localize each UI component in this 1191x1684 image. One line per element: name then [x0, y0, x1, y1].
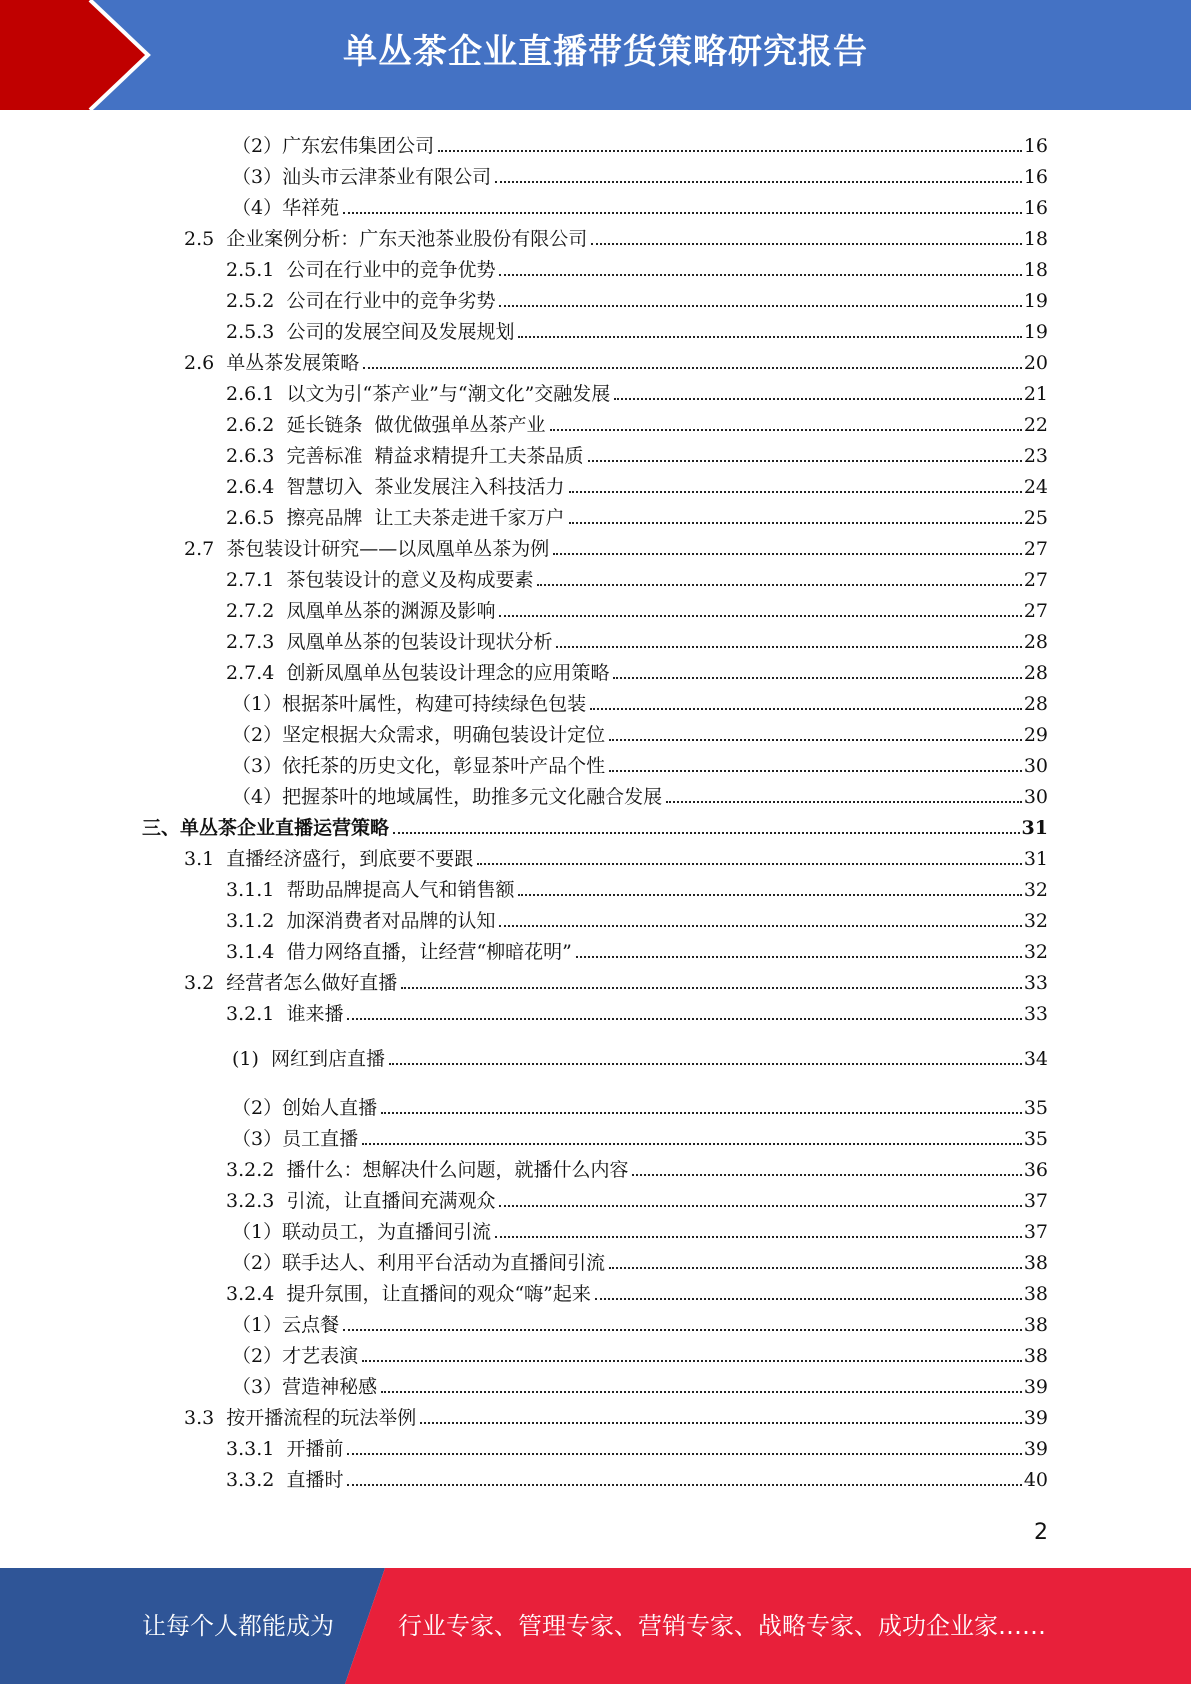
toc-entry[interactable]	[226, 562, 1048, 592]
toc-entry-title: 华祥苑	[282, 197, 340, 219]
toc-entry[interactable]	[232, 1041, 1048, 1071]
toc-entry-title: 经营者怎么做好直播	[226, 972, 398, 994]
toc-entry-page: 22	[1023, 414, 1048, 436]
toc-dot-leader	[499, 925, 1021, 927]
toc-entry[interactable]	[184, 1400, 1048, 1430]
toc-entry-title: 单丛茶企业直播运营策略	[180, 817, 390, 839]
toc-dot-leader	[553, 553, 1022, 555]
toc-entry-number: 3.2.2	[226, 1159, 287, 1181]
toc-entry-page: 16	[1023, 135, 1048, 157]
toc-entry-number: 3.2	[184, 972, 227, 994]
toc-entry-page: 28	[1023, 693, 1048, 715]
toc-entry-page: 18	[1023, 228, 1048, 250]
toc-entry-title: 根据茶叶属性，构建可持续绿色包装	[282, 693, 587, 715]
toc-dot-leader	[518, 336, 1021, 338]
toc-dot-leader	[556, 646, 1021, 648]
toc-dot-leader	[499, 1205, 1021, 1207]
toc-entry-title: 凤凰单丛茶的包装设计现状分析	[286, 631, 553, 653]
toc-entry-page: 31	[1023, 848, 1048, 870]
toc-entry-title: 汕头市云津茶业有限公司	[282, 166, 492, 188]
toc-entry[interactable]	[226, 903, 1048, 933]
toc-entry-page: 25	[1023, 507, 1048, 529]
toc-dot-leader	[595, 1298, 1022, 1300]
toc-entry[interactable]	[226, 438, 1048, 468]
toc-entry-title: 按开播流程的玩法举例	[226, 1407, 417, 1429]
toc-entry-number: （1）	[232, 1221, 283, 1243]
toc-entry-title: 加深消费者对品牌的认知	[286, 910, 496, 932]
toc-dot-leader	[495, 1236, 1022, 1238]
toc-dot-leader	[477, 863, 1022, 865]
toc-entry[interactable]	[226, 407, 1048, 437]
toc-entry-page: 40	[1023, 1469, 1048, 1491]
toc-dot-leader	[499, 305, 1021, 307]
page-number: 2	[1034, 1520, 1048, 1545]
toc-entry[interactable]	[232, 1307, 1048, 1337]
toc-entry-title: 单丛茶发展策略	[226, 352, 360, 374]
toc-entry-page: 20	[1023, 352, 1048, 374]
toc-entry-title: 谁来播	[286, 1003, 344, 1025]
toc-entry[interactable]	[232, 1338, 1048, 1368]
toc-entry[interactable]	[232, 779, 1048, 809]
toc-entry[interactable]	[232, 1121, 1048, 1151]
toc-entry-page: 28	[1023, 631, 1048, 653]
toc-entry-number: 2.5.1	[226, 259, 287, 281]
toc-entry[interactable]	[226, 500, 1048, 530]
toc-entry-page: 31	[1021, 817, 1048, 839]
toc-entry[interactable]	[226, 252, 1048, 282]
toc-entry-page: 39	[1023, 1376, 1048, 1398]
toc-entry-page: 30	[1023, 786, 1048, 808]
toc-entry-number: 3.3.2	[226, 1469, 287, 1491]
toc-dot-leader	[381, 1391, 1022, 1393]
toc-entry-page: 29	[1023, 724, 1048, 746]
toc-entry[interactable]	[232, 686, 1048, 716]
toc-entry-page: 39	[1023, 1438, 1048, 1460]
toc-dot-leader	[393, 832, 1020, 834]
toc-entry-page: 38	[1023, 1252, 1048, 1274]
toc-entry-title: 依托茶的历史文化，彰显茶叶产品个性	[282, 755, 606, 777]
toc-entry-number: 3.1.2	[226, 910, 287, 932]
toc-dot-leader	[590, 708, 1022, 710]
toc-entry[interactable]	[232, 748, 1048, 778]
toc-entry-title: 帮助品牌提高人气和销售额	[286, 879, 515, 901]
toc-entry[interactable]	[226, 1183, 1048, 1213]
toc-entry[interactable]	[232, 1090, 1048, 1120]
toc-entry[interactable]	[184, 345, 1048, 375]
toc-entry-number: 2.6.5	[226, 507, 287, 529]
toc-entry-title: 创始人直播	[282, 1097, 378, 1119]
toc-entry-page: 35	[1023, 1097, 1048, 1119]
toc-entry-title: 引流，让直播间充满观众	[286, 1190, 496, 1212]
toc-entry-number: （3）	[232, 1376, 283, 1398]
toc-dot-leader	[347, 1018, 1021, 1020]
toc-entry-number: 3.2.1	[226, 1003, 287, 1025]
toc-entry[interactable]	[226, 624, 1048, 654]
page-header	[0, 0, 1191, 110]
footer-slogan-right: 行业专家、管理专家、营销专家、战略专家、成功企业家……	[398, 1612, 1046, 1640]
toc-dot-leader	[569, 522, 1022, 524]
toc-entry-number: 2.5	[184, 228, 227, 250]
toc-entry-page: 33	[1023, 972, 1048, 994]
toc-entry-number: （3）	[232, 755, 283, 777]
toc-entry-title: 茶包装设计研究——以凤凰单丛茶为例	[226, 538, 550, 560]
toc-entry[interactable]	[232, 1245, 1048, 1275]
toc-entry-title: 延长链条 做优做强单丛茶产业	[286, 414, 546, 436]
toc-dot-leader	[609, 1267, 1022, 1269]
report-title: 单丛茶企业直播带货策略研究报告	[343, 32, 868, 72]
toc-entry-page: 35	[1023, 1128, 1048, 1150]
toc-entry[interactable]	[232, 159, 1048, 189]
toc-entry-title: 云点餐	[282, 1314, 340, 1336]
toc-entry-page: 38	[1023, 1283, 1048, 1305]
toc-entry-title: 借力网络直播，让经营“柳暗花明”	[286, 941, 572, 963]
toc-entry[interactable]	[184, 965, 1048, 995]
toc-entry[interactable]	[184, 531, 1048, 561]
toc-entry-page: 38	[1023, 1314, 1048, 1336]
toc-entry-number: 2.5.2	[226, 290, 287, 312]
toc-entry[interactable]	[226, 314, 1048, 344]
toc-dot-leader	[495, 181, 1022, 183]
toc-dot-leader	[666, 801, 1022, 803]
toc-entry-page: 39	[1023, 1407, 1048, 1429]
footer-slogan-left: 让每个人都能成为	[142, 1612, 334, 1640]
toc-entry-title: 完善标准 精益求精提升工夫茶品质	[286, 445, 584, 467]
toc-entry-number: 3.3	[184, 1407, 227, 1429]
toc-entry-number: （2）	[232, 135, 283, 157]
toc-entry-page: 19	[1023, 290, 1048, 312]
toc-entry-number: （3）	[232, 1128, 283, 1150]
toc-dot-leader	[347, 1484, 1021, 1486]
toc-dot-leader	[381, 1112, 1022, 1114]
toc-entry-number: 2.6	[184, 352, 227, 374]
toc-entry-title: 开播前	[286, 1438, 344, 1460]
toc-dot-leader	[609, 739, 1022, 741]
toc-dot-leader	[401, 987, 1022, 989]
toc-entry-page: 37	[1023, 1221, 1048, 1243]
toc-dot-leader	[362, 1360, 1022, 1362]
toc-dot-leader	[609, 770, 1022, 772]
toc-entry-number: （2）	[232, 724, 283, 746]
toc-entry[interactable]	[226, 872, 1048, 902]
toc-entry-page: 28	[1023, 662, 1048, 684]
toc-dot-leader	[363, 367, 1022, 369]
toc-entry-number: (1)	[232, 1048, 271, 1070]
toc-entry[interactable]	[226, 1462, 1048, 1492]
toc-entry-number: 3.1.1	[226, 879, 287, 901]
toc-entry[interactable]	[226, 996, 1048, 1026]
toc-entry[interactable]	[226, 934, 1048, 964]
toc-entry[interactable]	[226, 469, 1048, 499]
toc-entry[interactable]	[226, 283, 1048, 313]
toc-entry-title: 智慧切入 茶业发展注入科技活力	[286, 476, 565, 498]
toc-dot-leader	[343, 212, 1022, 214]
toc-entry-number: （2）	[232, 1097, 283, 1119]
toc-entry-number: 2.7.1	[226, 569, 287, 591]
toc-entry-page: 18	[1023, 259, 1048, 281]
toc-entry-number: 3.2.4	[226, 1283, 287, 1305]
toc-entry-title: 擦亮品牌 让工夫茶走进千家万户	[286, 507, 565, 529]
toc-entry-title: 凤凰单丛茶的渊源及影响	[286, 600, 496, 622]
toc-entry-number: （2）	[232, 1252, 283, 1274]
toc-entry-title: 联手达人、利用平台活动为直播间引流	[282, 1252, 606, 1274]
toc-entry-number: 2.6.2	[226, 414, 287, 436]
toc-entry-number: 2.5.3	[226, 321, 287, 343]
toc-entry[interactable]	[232, 717, 1048, 747]
toc-entry-title: 坚定根据大众需求，明确包装设计定位	[282, 724, 606, 746]
toc-entry-title: 茶包装设计的意义及构成要素	[286, 569, 534, 591]
toc-entry-number: 3.1.4	[226, 941, 287, 963]
toc-entry[interactable]	[226, 1431, 1048, 1461]
toc-entry-number: （1）	[232, 1314, 283, 1336]
toc-entry-page: 32	[1023, 910, 1048, 932]
toc-entry-title: 公司在行业中的竞争优势	[286, 259, 496, 281]
toc-dot-leader	[420, 1422, 1022, 1424]
toc-entry-title: 提升氛围，让直播间的观众“嗨”起来	[286, 1283, 591, 1305]
toc-entry[interactable]	[226, 1152, 1048, 1182]
toc-entry-title: 网红到店直播	[271, 1048, 386, 1070]
toc-dot-leader	[591, 243, 1022, 245]
toc-entry[interactable]	[226, 655, 1048, 685]
toc-entry-number: 2.6.3	[226, 445, 287, 467]
toc-entry[interactable]	[226, 593, 1048, 623]
toc-entry-number: （1）	[232, 693, 283, 715]
toc-entry-title: 把握茶叶的地域属性，助推多元文化融合发展	[282, 786, 663, 808]
toc-dot-leader	[499, 615, 1021, 617]
toc-entry-page: 33	[1023, 1003, 1048, 1025]
toc-entry-title: 公司在行业中的竞争劣势	[286, 290, 496, 312]
toc-dot-leader	[537, 584, 1021, 586]
toc-dot-leader	[588, 460, 1022, 462]
toc-entry-title: 企业案例分析：广东天池茶业股份有限公司	[226, 228, 588, 250]
toc-entry-page: 23	[1023, 445, 1048, 467]
toc-dot-leader	[347, 1453, 1021, 1455]
toc-entry-title: 公司的发展空间及发展规划	[286, 321, 515, 343]
toc-entry-page: 32	[1023, 879, 1048, 901]
toc-entry-page: 21	[1023, 383, 1048, 405]
toc-entry-number: 3.3.1	[226, 1438, 287, 1460]
toc-entry[interactable]	[232, 128, 1048, 158]
toc-entry-number: 2.7	[184, 538, 227, 560]
toc-entry-title: 联动员工，为直播间引流	[282, 1221, 492, 1243]
toc-entry-title: 以文为引“茶产业”与“潮文化”交融发展	[286, 383, 611, 405]
toc-dot-leader	[438, 150, 1022, 152]
toc-entry-number: 3.2.3	[226, 1190, 287, 1212]
toc-entry[interactable]	[184, 841, 1048, 871]
toc-entry[interactable]	[226, 1276, 1048, 1306]
toc-entry-page: 27	[1023, 600, 1048, 622]
toc-entry-page: 27	[1023, 538, 1048, 560]
toc-entry[interactable]	[232, 1214, 1048, 1244]
toc-dot-leader	[569, 491, 1022, 493]
toc-entry-number: 3.1	[184, 848, 227, 870]
toc-entry-page: 19	[1023, 321, 1048, 343]
toc-dot-leader	[550, 429, 1022, 431]
page-footer	[0, 1568, 1191, 1684]
toc-dot-leader	[576, 956, 1022, 958]
toc-entry-number: （4）	[232, 786, 283, 808]
toc-entry-title: 员工直播	[282, 1128, 359, 1150]
toc-entry-page: 36	[1023, 1159, 1048, 1181]
toc-entry-title: 才艺表演	[282, 1345, 359, 1367]
toc-entry-page: 38	[1023, 1345, 1048, 1367]
toc-dot-leader	[518, 894, 1021, 896]
toc-entry-page: 32	[1023, 941, 1048, 963]
toc-entry-page: 30	[1023, 755, 1048, 777]
toc-entry-number: 2.6.4	[226, 476, 287, 498]
toc-entry-title: 创新凤凰单丛包装设计理念的应用策略	[286, 662, 610, 684]
toc-entry-number: 三、	[142, 817, 181, 839]
toc-entry-page: 16	[1023, 166, 1048, 188]
toc-dot-leader	[499, 274, 1021, 276]
toc-entry[interactable]	[226, 376, 1048, 406]
toc-entry-number: 2.6.1	[226, 383, 287, 405]
toc-dot-leader	[613, 677, 1021, 679]
toc-dot-leader	[343, 1329, 1022, 1331]
toc-entry-number: 2.7.3	[226, 631, 287, 653]
toc-entry[interactable]	[232, 190, 1048, 220]
toc-entry-number: （2）	[232, 1345, 283, 1367]
toc-entry-title: 营造神秘感	[282, 1376, 378, 1398]
toc-entry-number: （4）	[232, 197, 283, 219]
toc-entry-page: 37	[1023, 1190, 1048, 1212]
toc-entry-title: 直播经济盛行，到底要不要跟	[226, 848, 474, 870]
toc-entry-page: 34	[1023, 1048, 1048, 1070]
toc-entry-page: 24	[1023, 476, 1048, 498]
toc-entry-title: 广东宏伟集团公司	[282, 135, 435, 157]
toc-entry-number: 2.7.4	[226, 662, 287, 684]
toc-entry[interactable]	[184, 221, 1048, 251]
toc-entry-number: 2.7.2	[226, 600, 287, 622]
toc-entry-title: 播什么：想解决什么问题，就播什么内容	[286, 1159, 629, 1181]
toc-dot-leader	[389, 1063, 1022, 1065]
toc-entry-page: 16	[1023, 197, 1048, 219]
toc-entry-page: 27	[1023, 569, 1048, 591]
toc-entry-title: 直播时	[286, 1469, 344, 1491]
toc-dot-leader	[362, 1143, 1022, 1145]
toc-dot-leader	[614, 398, 1022, 400]
toc-entry[interactable]	[232, 1369, 1048, 1399]
toc-entry[interactable]	[142, 810, 1048, 840]
toc-dot-leader	[632, 1174, 1021, 1176]
toc-entry-number: （3）	[232, 166, 283, 188]
